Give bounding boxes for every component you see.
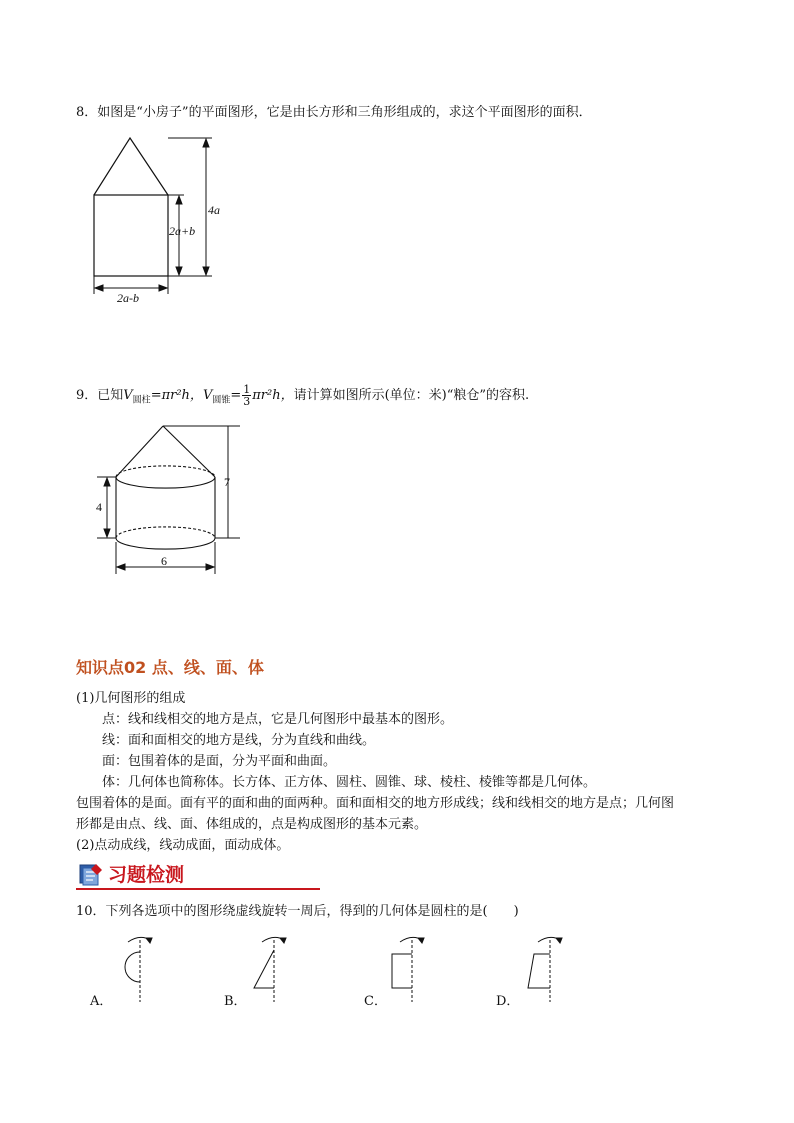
granary-figure (90, 420, 250, 580)
def-point: 点：线和线相交的地方是点，它是几何图形中最基本的图形。 (102, 712, 454, 727)
option-a-figure (112, 932, 162, 1004)
option-b-figure (248, 932, 298, 1004)
section-title: 知识点02 点、线、面、体 (76, 658, 264, 677)
exercise-underline (76, 888, 320, 890)
knowledge-heading: (1)几何图形的组成 (76, 691, 186, 706)
q9-prefix: 9．已知 (76, 388, 124, 403)
knowledge-content (76, 688, 736, 856)
label-total-height: 7 (224, 475, 230, 489)
option-d-label[interactable]: D． (496, 994, 520, 1009)
cylinder-body (116, 466, 215, 549)
def-solid: 体：几何体也简称体。长方体、正方体、圆柱、圆锥、球、棱柱、棱锥等都是几何体。 (102, 775, 597, 790)
option-b-label[interactable]: B． (224, 994, 247, 1009)
option-a-label[interactable]: A． (90, 994, 113, 1009)
def-line: 线：面和面相交的地方是线，分为直线和曲线。 (102, 733, 376, 748)
q9-suffix: 请计算如图所示(单位：米)“粮仓”的容积. (293, 388, 530, 403)
cone-equals: = (230, 388, 242, 403)
def-surface: 面：包围着体的是面，分为平面和曲面。 (102, 754, 337, 769)
v-cylinder-subscript: 圆柱 (132, 395, 151, 406)
label-cylinder-height: 4 (96, 500, 102, 514)
v-cylinder-symbol: V (123, 388, 133, 403)
motion-principle: (2)点动成线，线动成面，面动成体。 (76, 838, 290, 853)
house-figure (80, 130, 240, 310)
exercise-heading: 习题检测 (108, 864, 185, 886)
label-width-2a-minus-b: 2a-b (117, 291, 139, 305)
question-8-text: 8．如图是“小房子”的平面图形，它是由长方形和三角形组成的，求这个平面图形的面积． (76, 105, 592, 120)
height-arrow (168, 138, 212, 276)
fraction-one-third: $\frac{1}{3}$ (243, 383, 251, 408)
v-cone-symbol: V (202, 388, 213, 403)
label-side-2a-plus-b: 2a+b (169, 224, 196, 238)
option-c-figure (386, 932, 436, 1004)
option-c-label[interactable]: C． (364, 994, 387, 1009)
option-d-figure (524, 932, 574, 1004)
cone-formula: πr²h， (252, 388, 294, 403)
house-shape (94, 138, 168, 276)
v-cone-subscript: 圆锥 (212, 395, 231, 406)
summary-line-2: 形都是由点、线、面、体组成的，点是构成图形的基本元素。 (76, 817, 428, 832)
label-height-4a: 4a (208, 203, 220, 217)
label-diameter: 6 (161, 554, 167, 568)
question-9-text (76, 384, 529, 412)
summary-line-1: 包围着体的是面。面有平的面和曲的面两种。面和面相交的地方形成线；线和线相交的地方是点；几何图 (76, 796, 675, 811)
question-10-text: 10．下列各选项中的图形绕虚线旋转一周后，得到的几何体是圆柱的是( ) (76, 904, 519, 919)
exercise-icon (78, 862, 104, 886)
cylinder-formula: =πr²h， (150, 388, 203, 403)
